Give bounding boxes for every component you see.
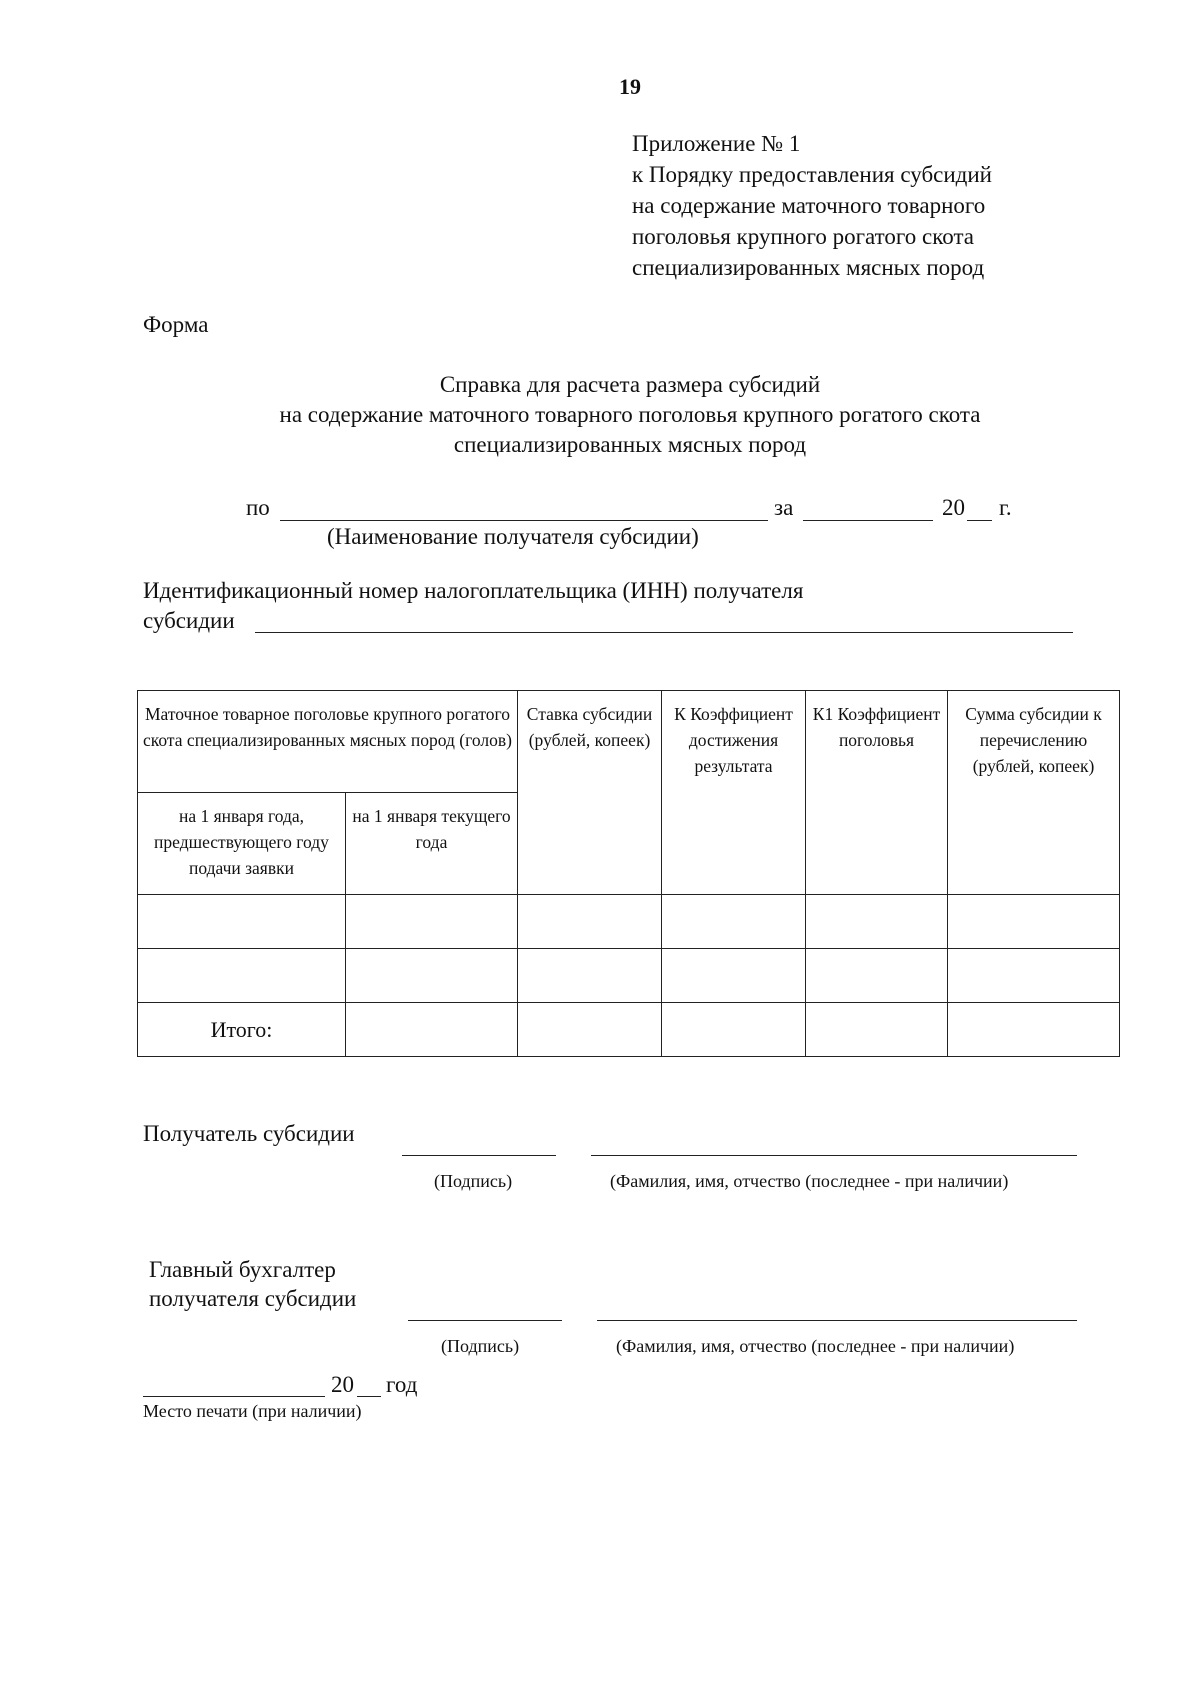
table-cell[interactable] [346, 949, 518, 1003]
appendix-header [632, 128, 992, 283]
date-field[interactable] [143, 1396, 325, 1397]
table-row [138, 949, 1120, 1003]
table-cell[interactable] [662, 949, 806, 1003]
inn-label: Идентификационный номер налогоплательщика (ИНН) получателя [143, 578, 804, 603]
table-cell[interactable] [806, 949, 948, 1003]
document-title [0, 370, 1200, 460]
total-label: Итого: [138, 1003, 346, 1057]
inn-label-cont: субсидии [143, 608, 235, 633]
accountant-label: Главный бухгалтер [149, 1257, 336, 1282]
subsidy-table [137, 690, 1120, 1057]
appendix-line: Приложение № 1 [632, 131, 801, 156]
total-row [138, 1003, 1120, 1057]
header-current-year: на 1 января текущего года [346, 793, 518, 895]
title-line: специализированных мясных пород [453, 432, 807, 457]
recipient-signature-label: Получатель субсидии [143, 1121, 355, 1146]
po-label: по [246, 495, 270, 520]
appendix-line: поголовья крупного рогатого скота [632, 224, 974, 249]
table-cell[interactable] [346, 1003, 518, 1057]
date-year-suffix: год [386, 1372, 418, 1397]
table-cell[interactable] [138, 895, 346, 949]
table-cell[interactable] [948, 895, 1120, 949]
table-cell[interactable] [138, 949, 346, 1003]
table-cell[interactable] [806, 1003, 948, 1057]
period-field[interactable] [803, 520, 933, 521]
table-cell[interactable] [948, 1003, 1120, 1057]
table-cell[interactable] [662, 1003, 806, 1057]
table-row [138, 895, 1120, 949]
name-caption: (Фамилия, имя, отчество (последнее - при наличии) [610, 1171, 1009, 1191]
header-prev-year: на 1 января года, предшествующего году подачи заявки [138, 793, 346, 895]
appendix-line: к Порядку предоставления субсидий [632, 162, 992, 187]
za-label: за [774, 495, 794, 520]
table-cell[interactable] [346, 895, 518, 949]
appendix-line: специализированных мясных пород [632, 255, 985, 280]
table-cell[interactable] [518, 1003, 662, 1057]
year-field[interactable] [967, 520, 992, 521]
appendix-line: на содержание маточного товарного [632, 193, 986, 218]
table-cell[interactable] [948, 949, 1120, 1003]
inn-field[interactable] [255, 632, 1073, 633]
signature-caption: (Подпись) [441, 1336, 520, 1356]
form-label: Форма [143, 312, 209, 337]
accountant-label-cont: получателя субсидии [149, 1286, 357, 1311]
header-sum: Сумма субсидии к перечислению (рублей, копеек) [948, 691, 1120, 895]
accountant-name-line[interactable] [597, 1320, 1077, 1321]
name-caption: (Фамилия, имя, отчество (последнее - при наличии) [616, 1336, 1015, 1356]
title-line: на содержание маточного товарного поголовья крупного рогатого скота [279, 402, 981, 427]
signature-caption: (Подпись) [434, 1171, 513, 1191]
table-cell[interactable] [806, 895, 948, 949]
page-number: 19 [619, 74, 641, 99]
recipient-name-field[interactable] [280, 520, 768, 521]
header-livestock: Маточное товарное поголовье крупного рогатого скота специализированных мясных пород (голов) [138, 691, 518, 793]
recipient-caption: (Наименование получателя субсидии) [327, 524, 699, 549]
table-cell[interactable] [518, 949, 662, 1003]
title-line: Справка для расчета размера субсидий [439, 372, 821, 397]
recipient-signature-field[interactable] [402, 1155, 556, 1156]
header-k: К Коэффициент достижения результата [662, 691, 806, 895]
header-rate: Ставка субсидии (рублей, копеек) [518, 691, 662, 895]
date-year-field[interactable] [357, 1396, 381, 1397]
table-cell[interactable] [518, 895, 662, 949]
header-k1: К1 Коэффициент поголовья [806, 691, 948, 895]
recipient-name-line[interactable] [591, 1155, 1077, 1156]
accountant-signature-field[interactable] [408, 1320, 562, 1321]
year-prefix: 20 [942, 495, 965, 520]
stamp-caption: Место печати (при наличии) [143, 1401, 362, 1421]
date-year-prefix: 20 [331, 1372, 354, 1397]
year-suffix: г. [999, 495, 1012, 520]
table-cell[interactable] [662, 895, 806, 949]
